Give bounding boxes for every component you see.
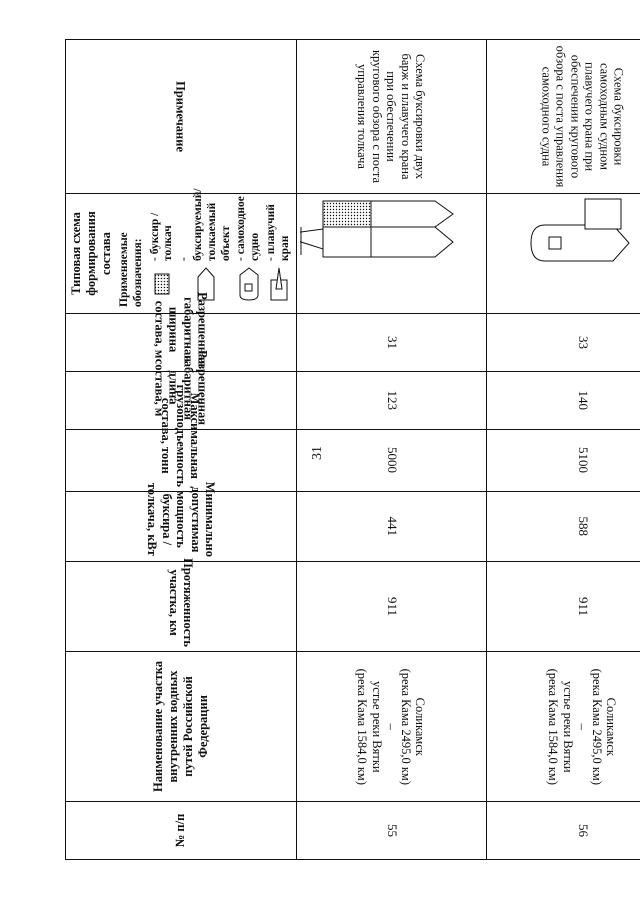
rotated-table-container: [65, 40, 625, 860]
row-max-length: 140: [487, 372, 640, 430]
row-name: Соликамск (река Кама 2495,0 км) – устье реки Вятки (река Кама 1584,0 км): [487, 652, 640, 802]
convoy-scheme-diagram: [490, 199, 640, 309]
row-scheme: [487, 194, 640, 314]
floating-crane-icon: [269, 261, 289, 307]
row-scheme: [296, 194, 487, 314]
row-note: Схема буксировки самоходным судном плавучего крана при обеспечении кругового обзора с поста управления самоходного судна: [487, 40, 640, 194]
legend: - буксир / толкач - буксируемый/ толкаемый объект - самоходное судно - плавучий кран: [149, 200, 293, 307]
header-capacity: Максимальная грузоподъемность состава, тонн: [66, 430, 297, 492]
row-capacity: 5000: [296, 430, 487, 492]
header-scheme: Типовая схема формирования состава Применяемые обозначения: - буксир / толкач - буксируемый/ толкаемый объект - самоходное судно - плавучий кран: [66, 194, 297, 314]
self-propelled-vessel-icon: [239, 261, 259, 307]
row-num: 55: [296, 802, 487, 860]
row-max-length: 123: [296, 372, 487, 430]
header-max-width: Разрешенная габаритная ширина состава, м: [66, 314, 297, 372]
legend-title: Применяемые обозначения:: [118, 232, 144, 307]
table-row: [296, 40, 487, 860]
row-capacity: 5100: [487, 430, 640, 492]
row-length: 911: [487, 562, 640, 652]
convoy-scheme-diagram: [300, 199, 480, 309]
header-num: № п/п: [66, 802, 297, 860]
row-num: 56: [487, 802, 640, 860]
table-row: [487, 40, 640, 860]
row-max-width: 33: [487, 314, 640, 372]
header-name: Наименование участка внутренних водных путей Российской Федерации: [66, 652, 297, 802]
convoy-table: [65, 39, 640, 860]
row-power: 441: [296, 492, 487, 562]
header-row: [66, 40, 297, 860]
row-power: 588: [487, 492, 640, 562]
row-note: Схема буксировки двух барж и плавучего крана при обеспечении кругового обзора с поста управления толкача: [296, 40, 487, 194]
row-max-width: 31: [296, 314, 487, 372]
header-length: Протяженность участка, км: [66, 562, 297, 652]
header-note: Примечание: [66, 40, 297, 194]
header-max-length: Разрешенная габаритная длина состава, м: [66, 372, 297, 430]
row-name: Соликамск (река Кама 2495,0 км) – устье реки Вятки (река Кама 1584,0 км): [296, 652, 487, 802]
page-number: 31: [310, 446, 325, 460]
header-power: Минимально допустимая мощность буксира / толкача, кВт: [66, 492, 297, 562]
row-length: 911: [296, 562, 487, 652]
